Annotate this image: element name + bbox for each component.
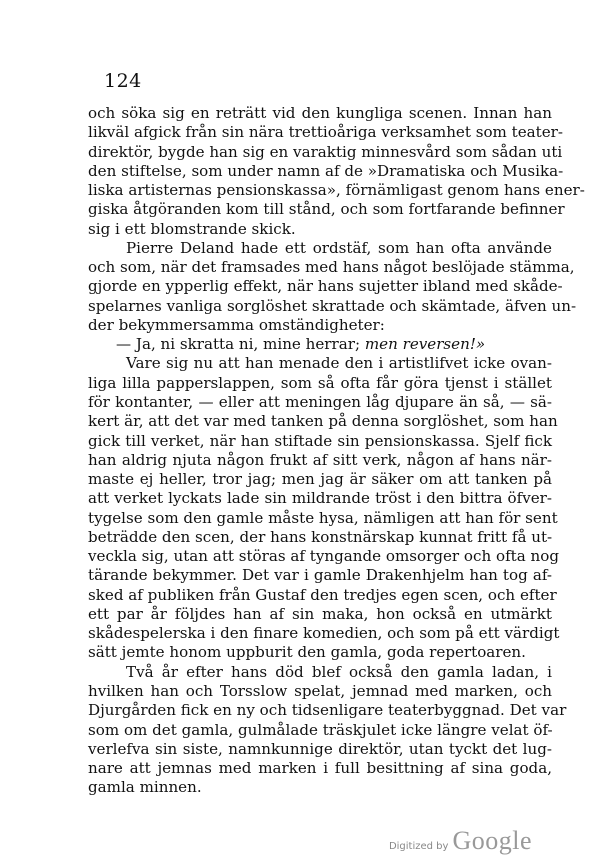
text-line: [88, 721, 552, 740]
text-line: [88, 104, 552, 123]
text-line: [88, 412, 558, 431]
text-line: [88, 451, 552, 470]
text-line: [88, 528, 552, 547]
text-line-content: spelarnes vanliga sorglöshet skrattade och skämtade, äfven un-: [88, 296, 577, 315]
text-line-content: sked af publiken från Gustaf den tredjes egen scen, och efter: [88, 585, 557, 604]
text-line-italic: men reversen!»: [364, 335, 486, 354]
text-line: [88, 258, 575, 277]
text-line: [88, 585, 557, 605]
text-line: [88, 682, 552, 701]
text-line: [88, 335, 552, 354]
text-line: [88, 470, 552, 489]
text-line-content: tygelse som den gamle måste hysa, nämligen att han för sent: [88, 508, 558, 527]
text-line: [88, 643, 552, 662]
text-line: [88, 605, 552, 624]
text-line: [88, 316, 552, 335]
digitized-watermark: [389, 826, 532, 856]
text-line-content: gjorde en ypperlig effekt, när hans sujetter ibland med skåde-: [88, 277, 563, 296]
text-line: [88, 547, 559, 566]
text-line-content: liska artisternas pensionskassa», förnämligast genom hans ener-: [88, 181, 585, 200]
text-line-content: sätt jemte honom uppburit den gamla, goda repertoaren.: [88, 643, 526, 662]
text-line: [88, 759, 552, 778]
text-line: [88, 354, 552, 373]
text-line-content: direktör, bygde han sig en varaktig minnesvård som sådan uti: [88, 142, 563, 161]
text-line-content: Två år efter hans död blef också den gamla ladan, i: [126, 662, 552, 681]
text-line-content: maste ej heller, tror jag; men jag är säker om att tanken på: [88, 470, 552, 489]
text-line-content: der bekymmersamma omständigheter:: [88, 315, 385, 334]
text-line-content: — Ja, ni skratta ni, mine herrar;: [116, 335, 365, 354]
text-line-content: och som, när det framsades med hans något beslöjade stämma,: [88, 258, 575, 277]
text-line-content: likväl afgick från sin nära trettioåriga verksamhet som teater-: [88, 123, 563, 142]
text-line-content: kert är, att det var med tanken på denna sorglöshet, som han: [88, 412, 558, 431]
text-line-content: gamla minnen.: [88, 778, 202, 797]
text-line: [88, 161, 564, 181]
text-line-content: sig i ett blomstrande skick.: [88, 219, 296, 238]
body-text: [88, 104, 585, 798]
text-line-content: nare att jemnas med marken i full besittning af sina goda,: [88, 759, 552, 778]
text-line-content: veckla sig, utan att störas af tyngande omsorger och ofta nog: [88, 547, 559, 566]
digitized-label: Digitized by: [388, 841, 449, 852]
text-line: [88, 296, 577, 316]
google-logo: Google: [452, 826, 532, 855]
text-line: [88, 239, 552, 258]
text-line: [88, 508, 558, 528]
text-line-content: hvilken han och Torsslow spelat, jemnad med marken, och: [88, 681, 552, 700]
text-line-content: att verket lyckats lade sin mildrande tröst i den bittra öfver-: [88, 489, 552, 508]
text-line: [88, 566, 552, 585]
text-line-content: han aldrig njuta någon frukt af sitt verk, någon af hans när-: [88, 450, 552, 469]
text-line-content: och söka sig en reträtt vid den kungliga scenen. Innan han: [88, 104, 552, 122]
text-line: [88, 374, 552, 393]
text-line: [88, 432, 552, 451]
text-line: [88, 778, 552, 797]
text-line: [88, 624, 560, 643]
text-line-content: liga lilla papperslappen, som så ofta får göra tjenst i stället: [88, 373, 552, 392]
text-line: [88, 393, 552, 412]
text-line-content: beträdde den scen, der hans konstnärskap kunnat fritt få ut-: [88, 527, 553, 546]
text-line-content: Vare sig nu att han menade den i artistlifvet icke ovan-: [126, 354, 552, 373]
text-line-content: verlefva sin siste, namnkunnige direktör, utan tyckt det lug-: [88, 739, 552, 758]
text-line: [88, 701, 567, 720]
text-line: [88, 489, 552, 508]
text-line-content: giska åtgöranden kom till stånd, och som fortfarande befinner: [88, 200, 565, 219]
text-line: [88, 200, 565, 219]
text-line-content: gick till verket, när han stiftade sin pensionskassa. Sjelf fick: [88, 431, 552, 450]
text-line-content: tärande bekymmer. Det var i gamle Drakenhjelm han tog af-: [88, 566, 552, 585]
text-line: [88, 663, 552, 682]
text-line: [88, 123, 563, 142]
page-number: 124: [104, 70, 142, 92]
text-line: [88, 181, 585, 200]
text-line: [88, 277, 563, 296]
text-line-content: skådespelerska i den finare komedien, och som på ett värdigt: [88, 624, 560, 643]
text-line: [88, 142, 563, 162]
text-line-content: för kontanter, — eller att meningen låg djupare än så, — sä-: [88, 392, 552, 411]
text-line-content: Pierre Deland hade ett ordstäf, som han ofta använde: [126, 238, 552, 257]
text-line-content: Djurgården fick en ny och tidsenligare teaterbyggnad. Det var: [88, 701, 567, 720]
text-line-content: den stiftelse, som under namn af de »Dramatiska och Musika-: [88, 161, 564, 180]
text-line: [88, 740, 552, 759]
text-line: [88, 220, 552, 239]
text-line-content: ett par år följdes han af sin maka, hon också en utmärkt: [88, 604, 552, 623]
text-line-content: som om det gamla, gulmålade träskjulet icke längre velat öf-: [88, 720, 553, 739]
